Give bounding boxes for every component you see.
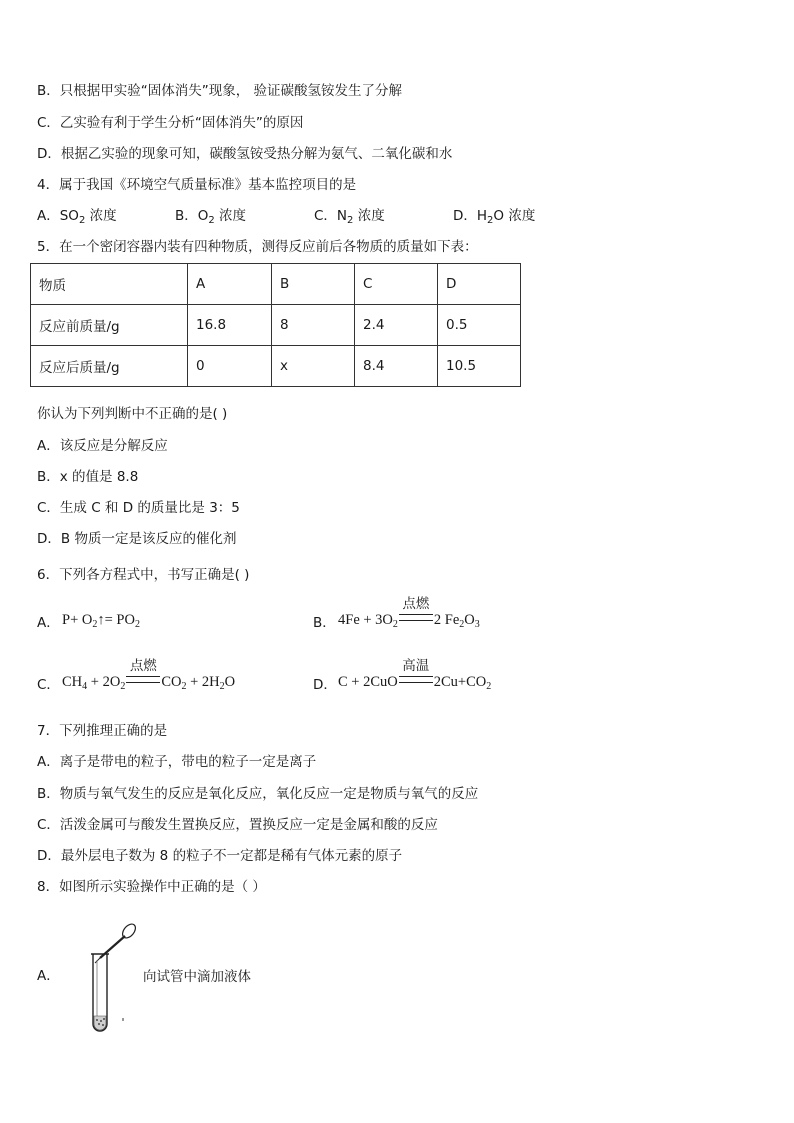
q4-option-c: C．$N_2$ 浓度 xyxy=(314,208,385,226)
q4-option-a: A．$SO_2$ 浓度 xyxy=(37,208,117,226)
table-cell: A xyxy=(188,264,272,305)
q7-stem: 7．下列推理正确的是 xyxy=(37,723,168,739)
q4-option-d: D．$H_2O$ 浓度 xyxy=(453,208,536,226)
q3-option-c: C．乙实验有利于学生分析“固体消失”的原因 xyxy=(37,115,304,131)
q7-option-c: C．活泼金属可与酸发生置换反应，置换反应一定是金属和酸的反应 xyxy=(37,817,438,833)
q8-option-a-caption: 向试管中滴加液体 xyxy=(143,969,251,985)
table-cell: 16.8 xyxy=(188,305,272,346)
q6-equation-b: $4Fe + 3O_2$ 点燃 2 $Fe_2O_3$ xyxy=(338,596,480,630)
q6-option-b-label: B． xyxy=(313,615,336,631)
table-cell: D xyxy=(438,264,521,305)
table-cell: 0.5 xyxy=(438,305,521,346)
table-row xyxy=(31,305,521,346)
q4-option-b: B．$O_2$ 浓度 xyxy=(175,208,247,226)
table-cell: 物质 xyxy=(31,264,188,305)
q6-option-c-label: C． xyxy=(37,677,60,693)
table-cell: C xyxy=(355,264,438,305)
table-cell: 8 xyxy=(272,305,355,346)
table-cell: 反应前质量/g xyxy=(31,305,188,346)
table-header-row xyxy=(31,264,521,305)
q8-stem: 8．如图所示实验操作中正确的是（ ） xyxy=(37,879,266,895)
dropper-tube xyxy=(100,936,125,958)
q6-option-d-label: D． xyxy=(313,677,337,693)
q5-stem: 5．在一个密闭容器内装有四种物质，测得反应前后各物质的质量如下表： xyxy=(37,239,478,255)
q3-option-d: D．根据乙实验的现象可知，碳酸氢铵受热分解为氨气、二氧化碳和水 xyxy=(37,146,453,162)
q8-option-a-label: A． xyxy=(37,968,60,984)
q7-option-d: D．最外层电子数为 8 的粒子不一定都是稀有气体元素的原子 xyxy=(37,848,403,864)
q6-equation-c: $CH_4 + 2O_2$ 点燃 $CO_2 + 2H_2O$ xyxy=(62,658,236,692)
table-cell: 0 xyxy=(188,346,272,387)
q6-equation-d: C + 2CuO 高温 $2Cu+CO_2$ xyxy=(338,658,492,692)
test-tube-dropper-illustration xyxy=(80,920,140,1040)
table-cell: 2.4 xyxy=(355,305,438,346)
table-cell: 反应后质量/g xyxy=(31,346,188,387)
table-cell: B xyxy=(272,264,355,305)
q4-stem: 4．属于我国《环境空气质量标准》基本监控项目的是 xyxy=(37,177,357,193)
q5-question: 你认为下列判断中不正确的是( ) xyxy=(37,406,228,422)
table-cell: 10.5 xyxy=(438,346,521,387)
q7-option-a: A．离子是带电的粒子，带电的粒子一定是离子 xyxy=(37,754,317,770)
dropper-tip xyxy=(95,958,100,963)
q5-option-a: A．该反应是分解反应 xyxy=(37,438,168,454)
mass-table xyxy=(30,263,521,387)
q6-stem: 6．下列各方程式中，书写正确是( ) xyxy=(37,567,250,583)
q5-option-d: D．B 物质一定是该反应的催化剂 xyxy=(37,531,237,547)
table-cell: x xyxy=(272,346,355,387)
q6-equation-a: $P+ O_2↑= PO_2$ xyxy=(62,612,140,630)
q5-option-b: B．x 的值是 8.8 xyxy=(37,469,139,485)
table-row xyxy=(31,346,521,387)
q6-option-a-label: A． xyxy=(37,615,60,631)
liquid xyxy=(94,1016,106,1030)
table-cell: 8.4 xyxy=(355,346,438,387)
q7-option-b: B．物质与氧气发生的反应是氧化反应，氧化反应一定是物质与氧气的反应 xyxy=(37,786,479,802)
q5-option-c: C．生成 C 和 D 的质量比是 3：5 xyxy=(37,500,240,516)
q3-option-b: B．只根据甲实验“固体消失”现象， 验证碳酸氢铵发生了分解 xyxy=(37,83,403,99)
